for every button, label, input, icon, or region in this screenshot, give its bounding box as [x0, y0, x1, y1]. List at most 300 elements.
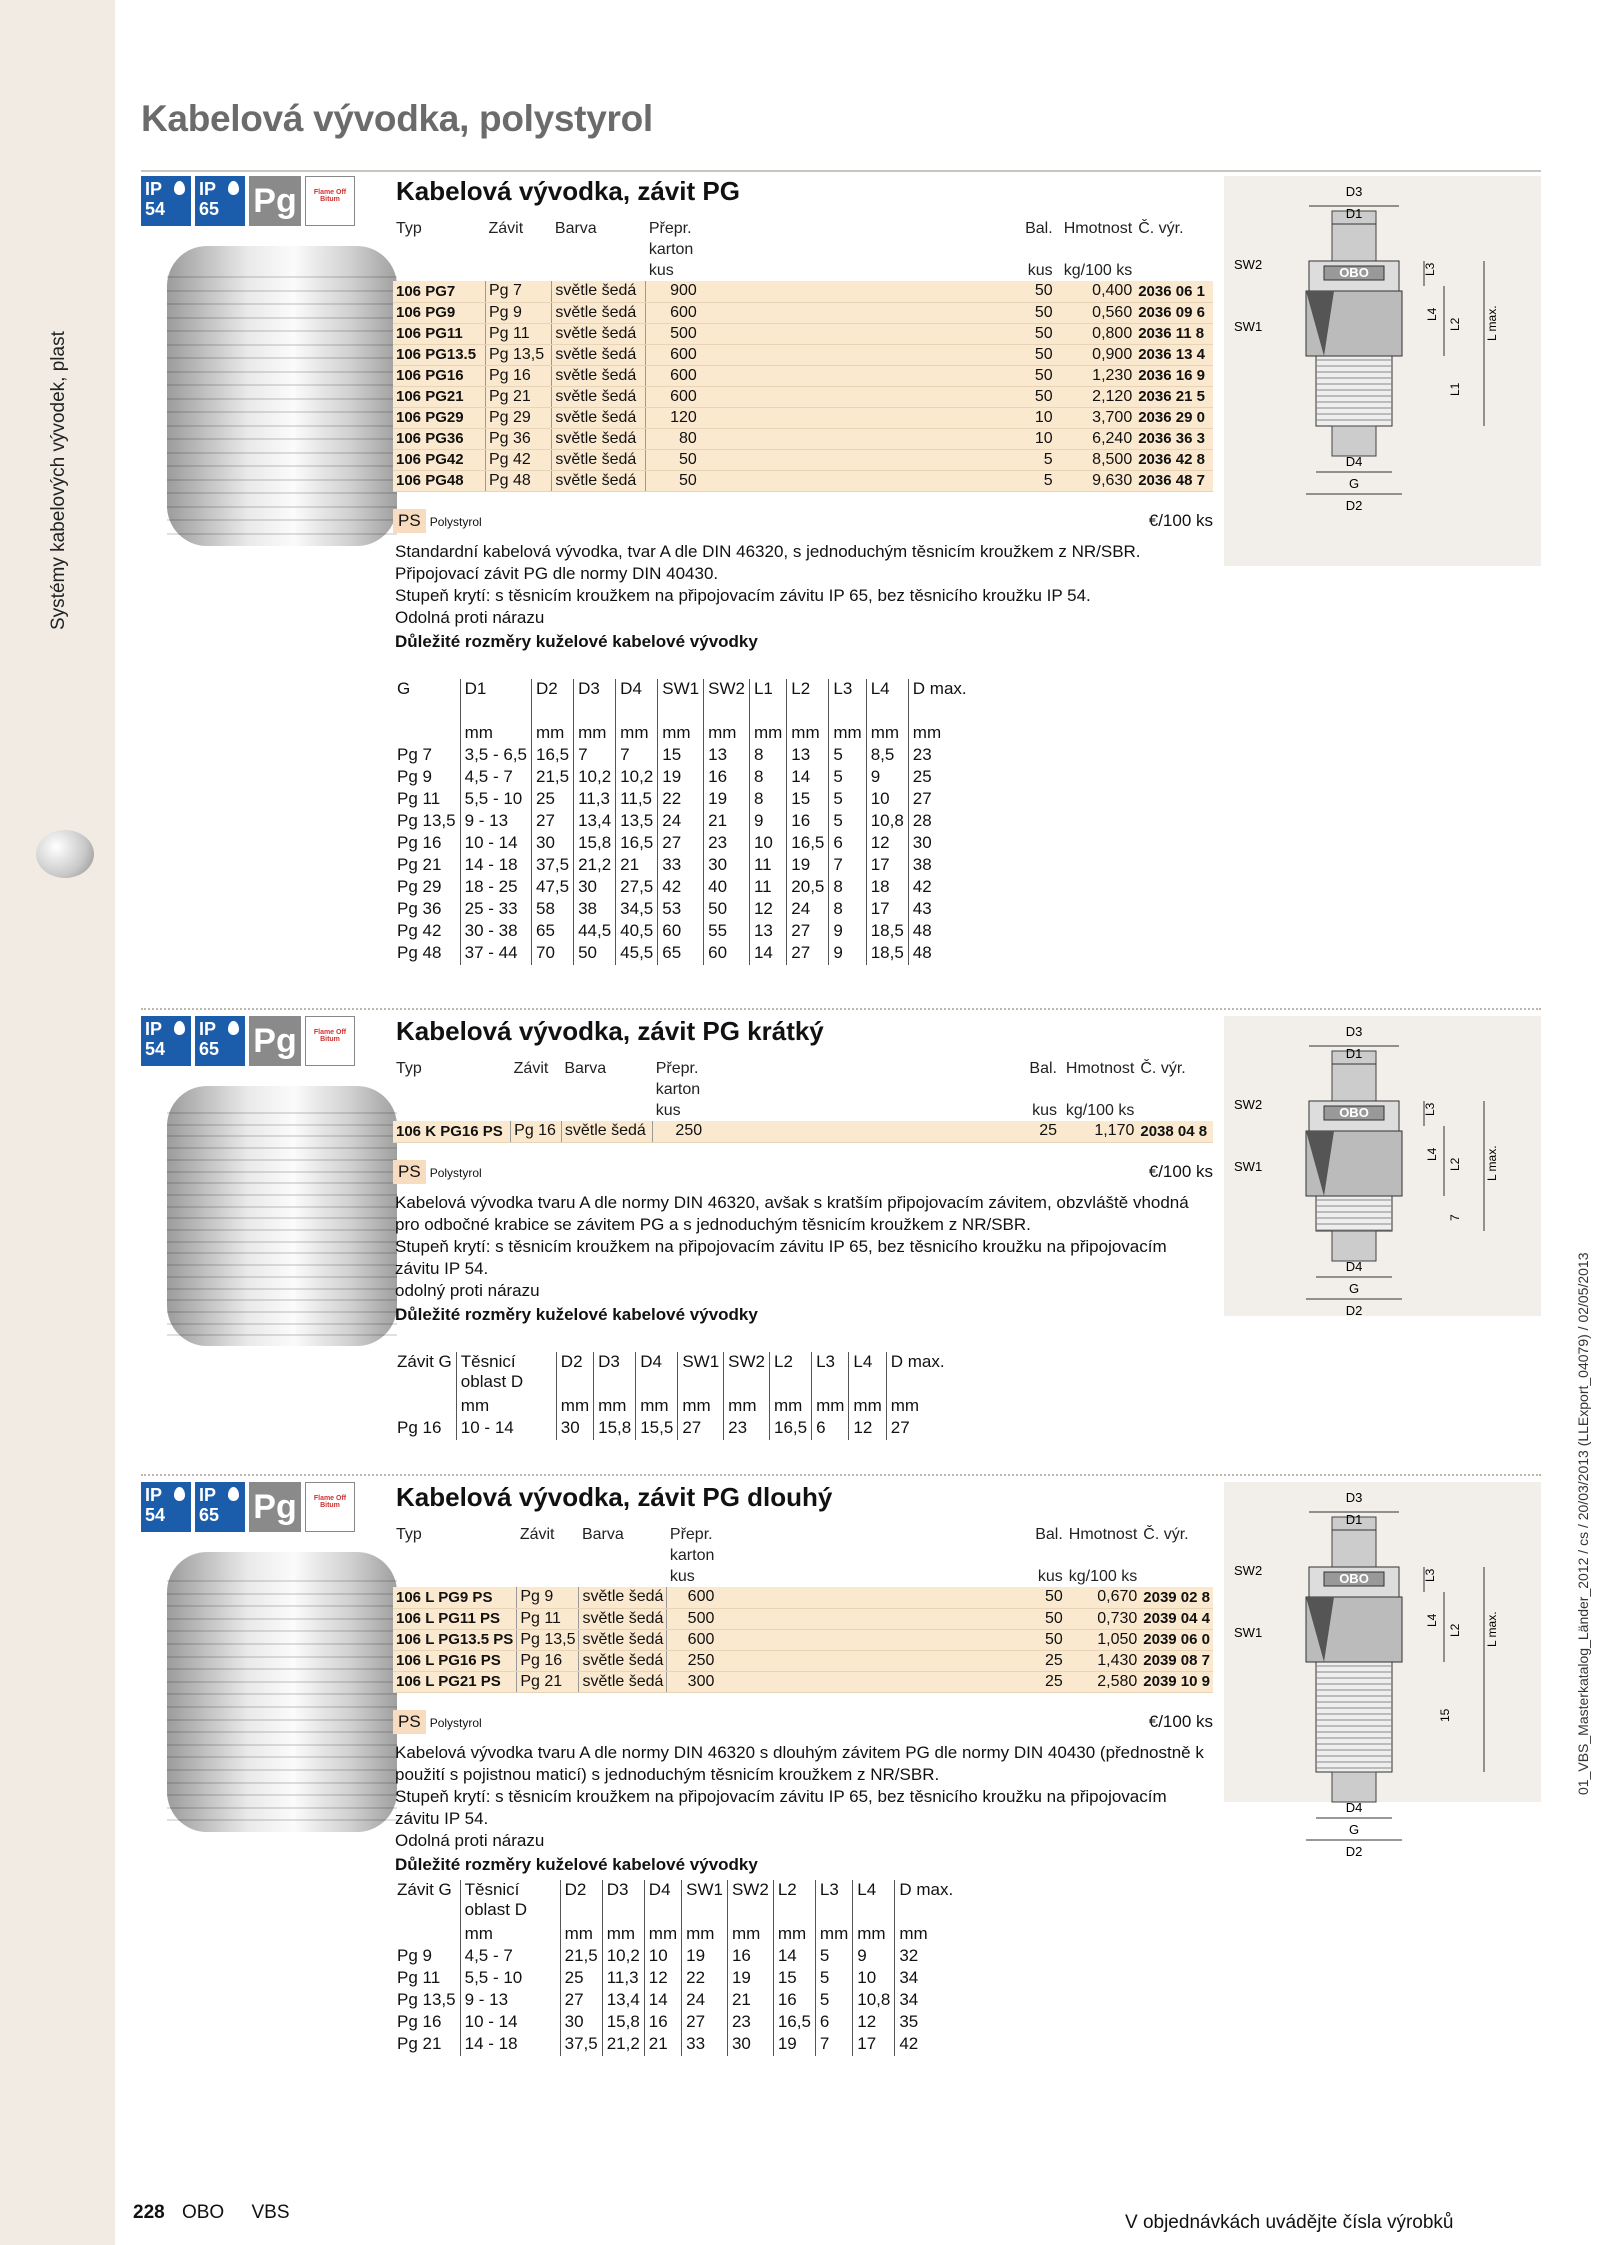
dims-unit-cell: mm — [636, 1396, 678, 1418]
order-cell: Pg 29 — [485, 407, 551, 428]
photo-rib — [167, 1706, 397, 1708]
dims-cell: 12 — [644, 1968, 681, 1990]
dims-cell: 9 - 13 — [460, 811, 531, 833]
dimension-label: SW1 — [1234, 1625, 1263, 1640]
order-cell: 50 — [1032, 1608, 1066, 1629]
dims-cell: 25 - 33 — [460, 899, 531, 921]
order-row — [393, 1650, 1213, 1671]
order-row — [393, 386, 1213, 407]
dims-header-cell: L4 — [849, 1352, 886, 1396]
water-drop-icon — [174, 1021, 185, 1035]
material-tag — [393, 1160, 482, 1184]
photo-rib — [167, 1618, 397, 1620]
order-cell: 600 — [667, 1629, 717, 1650]
product-title: Kabelová vývodka, závit PG krátký — [396, 1016, 824, 1046]
dims-row — [393, 899, 971, 921]
order-cell: Pg 9 — [485, 302, 551, 323]
dims-cell: 13,5 — [616, 811, 658, 833]
dims-cell: 42 — [899, 2034, 919, 2053]
order-cell: 2,120 — [1056, 386, 1136, 407]
photo-rib — [167, 1731, 397, 1733]
ip65-badge — [195, 1482, 245, 1532]
order-header-cell: karton — [669, 1546, 715, 1564]
order-header-cell — [393, 239, 485, 260]
order-cell: 3,700 — [1056, 407, 1136, 428]
dims-title: Důležité rozměry kuželové kabelové vývodky — [395, 1855, 758, 1874]
dimension-label: L2 — [1448, 1623, 1462, 1637]
dims-cell: 27 — [890, 1418, 910, 1437]
dims-header-cell: D2 — [556, 1352, 593, 1396]
order-header-row — [393, 239, 1213, 260]
order-cell: 106 PG9 — [393, 302, 485, 323]
dims-header-cell: L2 — [770, 1352, 812, 1396]
order-header-cell — [1137, 1100, 1213, 1121]
dims-cell: Pg 21 — [393, 2034, 460, 2056]
order-cell: 2039 06 0 — [1140, 1629, 1213, 1650]
technical-drawing — [1224, 176, 1541, 566]
photo-rib — [167, 1782, 397, 1784]
dims-header-cell: D4 — [636, 1352, 678, 1396]
dims-cell: 13 — [749, 921, 786, 943]
product-description — [395, 1192, 1205, 1326]
dimension-label: L2 — [1448, 317, 1462, 331]
dims-unit-cell: mm — [829, 723, 866, 745]
dims-cell: 50 — [704, 899, 750, 921]
order-cell: Pg 21 — [485, 386, 551, 407]
dims-cell: 15 — [773, 1968, 815, 1990]
dims-row — [393, 833, 971, 855]
order-cell: 106 PG11 — [393, 323, 485, 344]
water-drop-icon — [174, 181, 185, 195]
dims-cell: 19 — [773, 2034, 815, 2056]
dims-cell: 19 — [787, 855, 829, 877]
dims-unit-cell: mm — [560, 1924, 602, 1946]
dims-cell: 34 — [899, 1990, 919, 2009]
dims-cell: 21,2 — [574, 855, 616, 877]
dims-cell: 21,5 — [560, 1946, 602, 1968]
order-header-cell — [393, 1100, 511, 1121]
dims-unit-cell — [393, 1924, 460, 1946]
dims-cell: 15,8 — [594, 1418, 636, 1440]
photo-rib — [167, 479, 397, 481]
order-row — [393, 281, 1213, 302]
dimension-label: SW2 — [1234, 1097, 1263, 1112]
dims-cell: 13 — [704, 745, 750, 767]
dims-cell: 22 — [658, 789, 704, 811]
dims-cell: Pg 29 — [393, 877, 460, 899]
order-header-cell — [552, 260, 646, 281]
water-drop-icon — [228, 1021, 239, 1035]
dims-unit-cell: mm — [749, 723, 786, 745]
dims-cell: 55 — [704, 921, 750, 943]
dims-cell: 5 — [815, 1968, 852, 1990]
order-cell: 600 — [646, 365, 700, 386]
dimensions-table — [393, 1880, 957, 2056]
order-cell: 5 — [1020, 449, 1056, 470]
order-cell: světle šedá — [561, 1121, 652, 1142]
order-row — [393, 1629, 1213, 1650]
dimension-label: D4 — [1345, 1800, 1363, 1815]
photo-rib — [167, 303, 397, 305]
order-cell: světle šedá — [552, 302, 646, 323]
dims-unit-cell: mm — [678, 1396, 724, 1418]
dims-cell: 25 — [531, 789, 573, 811]
product-photo — [167, 1086, 397, 1346]
order-header-cell — [717, 1566, 1032, 1587]
dims-header-row — [393, 1880, 957, 1924]
order-header-cell — [1032, 1545, 1066, 1566]
protection-badges — [141, 176, 355, 226]
dims-header-cell: SW1 — [682, 1880, 728, 1924]
order-cell: 25 — [1025, 1121, 1060, 1142]
dimensions-table — [393, 1352, 949, 1440]
dims-unit-cell: mm — [812, 1396, 849, 1418]
order-cell: 0,900 — [1056, 344, 1136, 365]
dims-cell: 12 — [849, 1418, 886, 1440]
dims-header-cell: D3 — [574, 679, 616, 723]
order-cell — [700, 428, 1020, 449]
section-divider — [141, 1008, 1541, 1010]
ip54-badge — [141, 176, 191, 226]
order-header-cell — [700, 218, 1020, 239]
dims-unit-cell — [393, 723, 460, 745]
order-header-cell: Hmotnost — [1068, 1525, 1138, 1543]
photo-rib — [167, 1217, 397, 1219]
dims-cell: Pg 11 — [393, 789, 460, 811]
order-row — [393, 344, 1213, 365]
photo-rib — [167, 1334, 397, 1336]
order-header-cell — [705, 1079, 1025, 1100]
dims-cell: 15,8 — [602, 2012, 644, 2034]
order-row — [393, 1587, 1213, 1608]
order-cell: 250 — [653, 1121, 705, 1142]
dims-cell: 15 — [658, 745, 704, 767]
order-header-cell — [717, 1545, 1032, 1566]
dims-cell: 16 — [787, 811, 829, 833]
dims-header-cell: L4 — [866, 679, 908, 723]
order-header-cell: karton — [648, 240, 694, 258]
dims-cell: 10,2 — [616, 767, 658, 789]
order-cell: 600 — [646, 344, 700, 365]
dims-row — [393, 1418, 949, 1440]
dims-cell: Pg 9 — [393, 767, 460, 789]
dims-cell: 5 — [815, 1946, 852, 1968]
order-cell: Pg 9 — [517, 1587, 579, 1608]
dims-cell: 7 — [574, 745, 616, 767]
order-header-cell — [552, 239, 646, 260]
dims-unit-cell: mm — [770, 1396, 812, 1418]
dims-cell: 19 — [704, 789, 750, 811]
dims-header-cell: D max. — [890, 1352, 945, 1371]
dims-cell: 27 — [787, 943, 829, 965]
dims-cell: 18,5 — [866, 921, 908, 943]
order-cell: 2038 04 8 — [1137, 1121, 1213, 1142]
dims-cell: 16,5 — [770, 1418, 812, 1440]
dims-cell: 11 — [749, 855, 786, 877]
order-cell — [700, 302, 1020, 323]
order-header-cell: kg/100 ks — [1068, 1567, 1138, 1585]
dims-header-cell: G — [393, 679, 460, 723]
photo-rib — [167, 1756, 397, 1758]
section-divider — [141, 1474, 1541, 1476]
dims-cell: 20,5 — [787, 877, 829, 899]
order-header-cell — [485, 260, 551, 281]
dimension-label: OBO — [1339, 265, 1369, 280]
dims-cell: 43 — [912, 899, 932, 918]
photo-rib — [167, 1794, 397, 1796]
dims-cell: 15 — [787, 789, 829, 811]
dims-cell: 40,5 — [616, 921, 658, 943]
material-code: PS — [393, 1160, 426, 1184]
order-cell: světle šedá — [552, 470, 646, 491]
dims-cell: 25 — [560, 1968, 602, 1990]
footer-note: V objednávkách uvádějte čísla výrobků — [1125, 2212, 1454, 2233]
description-line: Odolná proti nárazu — [395, 608, 545, 627]
order-cell: 50 — [1020, 344, 1056, 365]
dims-cell: 70 — [531, 943, 573, 965]
order-header-cell: kus — [1037, 1567, 1063, 1585]
order-cell: 50 — [1020, 365, 1056, 386]
dims-row — [393, 1990, 957, 2012]
brand: OBO — [181, 2202, 225, 2223]
dims-header-cell: D3 — [594, 1352, 636, 1396]
dims-cell: Pg 42 — [393, 921, 460, 943]
dimension-label: SW1 — [1234, 319, 1263, 334]
dimension-label: D3 — [1345, 1024, 1363, 1039]
dims-cell: Pg 11 — [393, 1968, 460, 1990]
ip65-badge — [195, 1016, 245, 1066]
order-header-cell — [1135, 239, 1213, 260]
dims-cell: 11,3 — [602, 1968, 644, 1990]
dims-header-cell: L2 — [773, 1880, 815, 1924]
ip-number: 65 — [199, 1505, 220, 1525]
dims-cell: 6 — [815, 2012, 852, 2034]
dims-header-cell: L3 — [815, 1880, 852, 1924]
ip-label: IP — [199, 1019, 217, 1039]
dims-unit-cell: mm — [460, 1924, 560, 1946]
order-header-cell — [1025, 1079, 1060, 1100]
dims-cell: Pg 36 — [393, 899, 460, 921]
dims-unit-cell: mm — [556, 1396, 593, 1418]
dims-cell: 21 — [616, 855, 658, 877]
order-header-cell — [1020, 239, 1056, 260]
order-header-cell: Bal. — [1025, 219, 1053, 237]
ip-label: IP — [199, 179, 217, 199]
material-tag — [393, 509, 482, 533]
dims-unit-cell: mm — [531, 723, 573, 745]
dims-header-cell: D1 — [460, 679, 531, 723]
dims-cell: 5 — [829, 745, 866, 767]
dims-cell: 14 — [773, 1946, 815, 1968]
order-cell: 2,580 — [1066, 1671, 1140, 1692]
order-cell: Pg 7 — [485, 281, 551, 302]
dims-cell: 48 — [912, 921, 932, 940]
page-footer-left — [133, 2202, 290, 2224]
dims-unit-cell: mm — [602, 1924, 644, 1946]
photo-rib — [167, 1171, 397, 1173]
dims-cell: Pg 13,5 — [393, 811, 460, 833]
ip-number: 54 — [145, 199, 166, 219]
product-photo — [167, 246, 397, 546]
dims-cell: 14 — [749, 943, 786, 965]
order-row — [393, 449, 1213, 470]
side-label: Systémy kabelových vývodek, plast — [48, 331, 69, 630]
dims-row — [393, 745, 971, 767]
photo-rib — [167, 1819, 397, 1821]
order-row — [393, 470, 1213, 491]
dims-cell: 18 — [866, 877, 908, 899]
dims-unit-cell: mm — [658, 723, 704, 745]
photo-rib — [167, 1668, 397, 1670]
dims-cell: 65 — [531, 921, 573, 943]
water-drop-icon — [174, 1487, 185, 1501]
order-row — [393, 323, 1213, 344]
order-cell: 2036 09 6 — [1135, 302, 1213, 323]
material-tag — [393, 1710, 482, 1734]
dims-cell: 23 — [724, 1418, 770, 1440]
dims-title: Důležité rozměry kuželové kabelové vývodky — [395, 1305, 758, 1324]
dims-cell: 50 — [574, 943, 616, 965]
order-cell: 2036 42 8 — [1135, 449, 1213, 470]
order-cell: 0,730 — [1066, 1608, 1140, 1629]
system-code: VBS — [251, 2202, 290, 2223]
flame-off-text: Flame Off Bitum — [313, 189, 347, 203]
order-header-cell: kus — [1032, 1101, 1057, 1119]
dims-cell: 24 — [787, 899, 829, 921]
order-cell: 600 — [646, 302, 700, 323]
order-header-cell: Závit — [519, 1525, 555, 1543]
order-cell: Pg 16 — [485, 365, 551, 386]
order-cell: světle šedá — [579, 1650, 667, 1671]
order-cell: 1,050 — [1066, 1629, 1140, 1650]
ip-label: IP — [145, 1485, 163, 1505]
order-cell: 50 — [1020, 302, 1056, 323]
description-line: Kabelová vývodka tvaru A dle normy DIN 46320 s dlouhým závitem PG dle normy DIN 40430 (přednostně k použití s pojistnou maticí) s jednoduchým těsnicím kroužkem z NR/SBR. — [395, 1743, 1204, 1784]
pg-thread-badge: Pg — [249, 1016, 301, 1066]
drawing-shape — [1332, 1231, 1376, 1261]
dims-cell: 34 — [899, 1968, 919, 1987]
dims-row — [393, 2012, 957, 2034]
order-cell: 1,170 — [1060, 1121, 1137, 1142]
photo-rib — [167, 1744, 397, 1746]
order-header-cell: Typ — [396, 1059, 422, 1077]
dims-cell: 30 — [556, 1418, 593, 1440]
order-cell: 0,800 — [1056, 323, 1136, 344]
order-cell: Pg 36 — [485, 428, 551, 449]
order-header-cell — [700, 239, 1020, 260]
photo-rib — [167, 276, 397, 278]
dims-cell: 5,5 - 10 — [460, 789, 531, 811]
dims-cell: 8 — [829, 899, 866, 921]
ip54-badge — [141, 1482, 191, 1532]
dims-unit-cell: mm — [773, 1924, 815, 1946]
dims-row — [393, 789, 971, 811]
dims-cell: 12 — [749, 899, 786, 921]
order-cell: 2036 21 5 — [1135, 386, 1213, 407]
order-cell: 106 PG36 — [393, 428, 485, 449]
dims-cell: 17 — [866, 899, 908, 921]
protection-badges — [141, 1016, 355, 1066]
dims-cell: 30 - 38 — [460, 921, 531, 943]
dims-header-cell: D4 — [616, 679, 658, 723]
ip-number: 65 — [199, 1039, 220, 1059]
order-row — [393, 1121, 1213, 1142]
ip-number: 54 — [145, 1505, 166, 1525]
dims-cell: 13 — [787, 745, 829, 767]
dims-cell: Pg 13,5 — [393, 1990, 460, 2012]
order-table — [393, 1524, 1213, 1693]
order-header-cell — [517, 1566, 579, 1587]
dims-unit-cell: mm — [727, 1924, 773, 1946]
page-title: Kabelová vývodka, polystyrol — [141, 98, 653, 139]
order-cell: světle šedá — [579, 1629, 667, 1650]
order-cell: 0,670 — [1066, 1587, 1140, 1608]
order-header-cell: kg/100 ks — [1063, 261, 1133, 279]
dims-row — [393, 855, 971, 877]
dimension-label: D1 — [1345, 1046, 1363, 1061]
product-description — [395, 541, 1205, 653]
photo-rib — [167, 506, 397, 508]
order-cell: 106 PG42 — [393, 449, 485, 470]
order-cell: 25 — [1032, 1671, 1066, 1692]
dims-cell: 7 — [815, 2034, 852, 2056]
order-header-row — [393, 218, 1213, 239]
order-header-cell — [485, 239, 551, 260]
dims-cell: 9 — [749, 811, 786, 833]
dims-cell: 5 — [829, 789, 866, 811]
dims-cell: 5 — [829, 767, 866, 789]
photo-rib — [167, 1124, 397, 1126]
dims-cell: 21 — [727, 1990, 773, 2012]
order-cell: 5 — [1020, 470, 1056, 491]
dimension-label: L2 — [1448, 1157, 1462, 1171]
order-cell: 2036 06 1 — [1135, 281, 1213, 302]
dims-header-cell: L4 — [853, 1880, 895, 1924]
order-cell: 2039 04 4 — [1140, 1608, 1213, 1629]
order-cell: světle šedá — [552, 449, 646, 470]
dimension-label: SW2 — [1234, 257, 1263, 272]
order-row — [393, 1671, 1213, 1692]
dims-unit-cell: mm — [704, 723, 750, 745]
ip-label: IP — [145, 179, 163, 199]
dims-unit-cell: mm — [644, 1924, 681, 1946]
dims-row — [393, 2034, 957, 2056]
order-cell: Pg 16 — [517, 1650, 579, 1671]
dims-header-cell: D4 — [644, 1880, 681, 1924]
dims-cell: 23 — [727, 2012, 773, 2034]
flame-off-logo — [305, 1482, 355, 1532]
photo-rib — [167, 1194, 397, 1196]
order-cell: 106 PG48 — [393, 470, 485, 491]
dimension-label: L max. — [1485, 305, 1499, 341]
dimension-label: OBO — [1339, 1105, 1369, 1120]
dims-cell: 21,5 — [531, 767, 573, 789]
dims-cell: 42 — [912, 877, 932, 896]
dimension-label: OBO — [1339, 1571, 1369, 1586]
dims-cell: 23 — [912, 745, 932, 764]
dims-row — [393, 1946, 957, 1968]
dims-row — [393, 921, 971, 943]
order-cell: 600 — [646, 386, 700, 407]
order-cell: 106 PG21 — [393, 386, 485, 407]
order-cell — [700, 407, 1020, 428]
product-photo — [167, 1552, 397, 1832]
dims-cell: 19 — [682, 1946, 728, 1968]
description-line: Stupeň krytí: s těsnicím kroužkem na připojovacím závitu IP 65, bez těsnicího kroužku IP 54. — [395, 586, 1091, 605]
order-cell: 50 — [1032, 1587, 1066, 1608]
drawing-shape — [1332, 1772, 1376, 1802]
dims-cell: 9 — [866, 767, 908, 789]
